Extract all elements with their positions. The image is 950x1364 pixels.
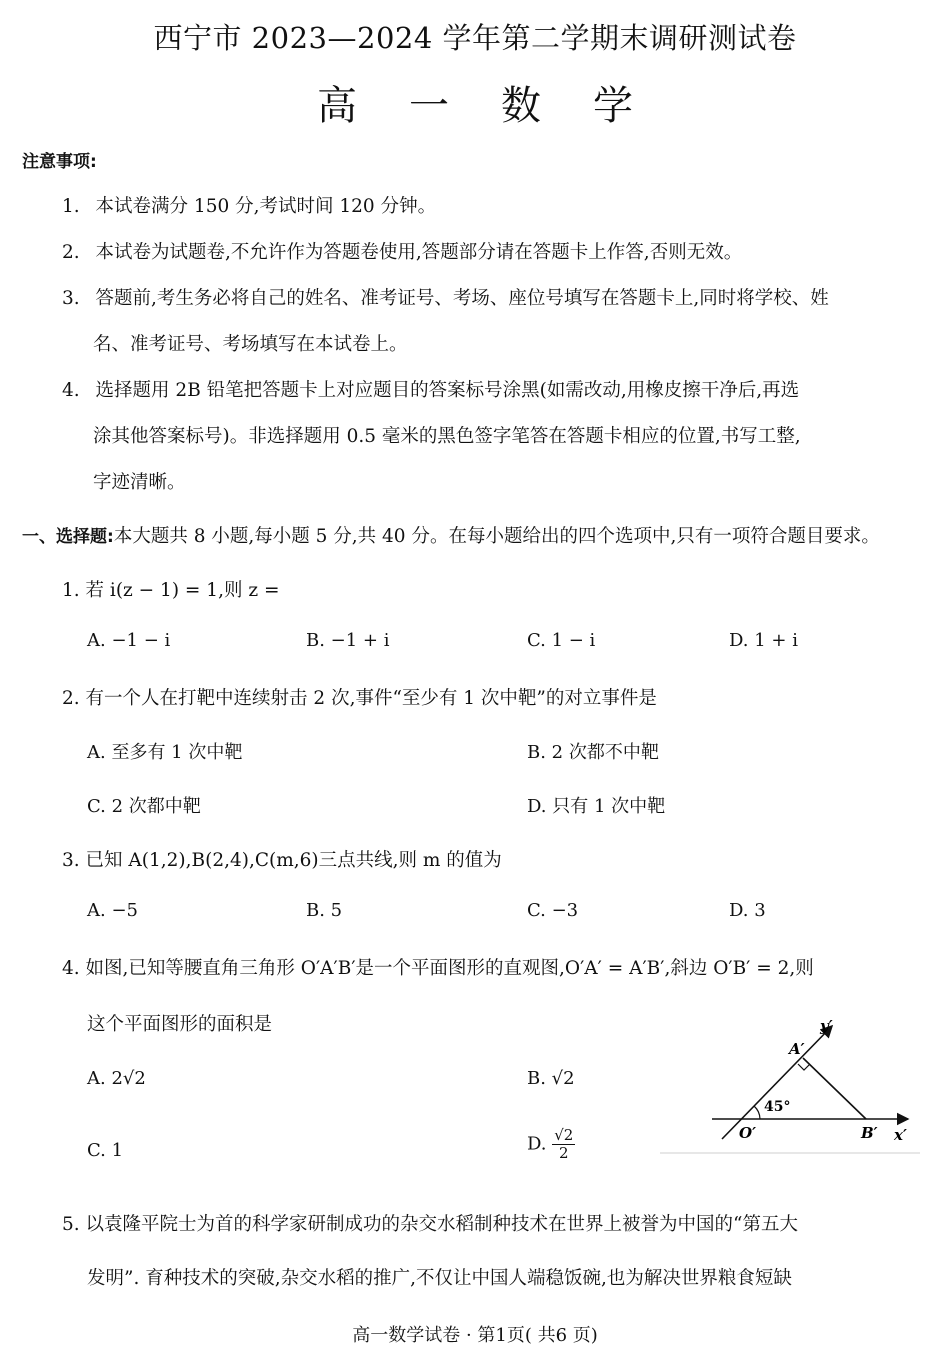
notice-item-text: 选择题用 2B 铅笔把答题卡上对应题目的答案标号涂黑(如需改动,用橡皮擦干净后,再选 (95, 380, 800, 401)
question-3-stem: 3. 已知 A(1,2),B(2,4),C(m,6)三点共线,则 m 的值为 (62, 850, 502, 871)
question-2-option-c: C. 2 次都中靶 (87, 796, 201, 817)
question-3-option-a: A. −5 (87, 900, 138, 921)
question-3-option-b: B. 5 (306, 900, 343, 921)
question-4-option-a: A. 2√2 (87, 1068, 146, 1089)
notice-item-1 (62, 192, 436, 218)
section-1-line (22, 522, 880, 548)
y-axis-line (722, 1026, 832, 1139)
exam-title: 西宁市 2023—2024 学年第二学期末调研测试卷 (153, 21, 797, 55)
notice-item-text: 本试卷为试题卷,不允许作为答题卷使用,答题部分请在答题卡上作答,否则无效。 (95, 242, 743, 263)
y-axis-label: y′ (820, 1017, 833, 1035)
notice-item-4-cont-2: 字迹清晰。 (93, 472, 186, 493)
question-2-option-d: D. 只有 1 次中靶 (527, 796, 666, 817)
angle-label: 45° (764, 1099, 791, 1115)
question-4-stem: 4. 如图,已知等腰直角三角形 O′A′B′是一个平面图形的直观图,O′A′ = A′B′,斜边 O′B′ = 2,则 (62, 958, 814, 979)
question-1-option-a: A. −1 − i (87, 630, 171, 651)
fraction-denominator: 2 (559, 1144, 569, 1162)
section-1-description: 本大题共 8 小题,每小题 5 分,共 40 分。在每小题给出的四个选项中,只有一项符合题目要求。 (113, 526, 880, 547)
point-b-label: B′ (861, 1124, 878, 1142)
notice-item-2 (62, 238, 742, 264)
notice-item-4 (62, 376, 799, 402)
option-d-label: D. (527, 1133, 547, 1155)
question-1-option-d: D. 1 + i (729, 630, 798, 651)
triangle-figure (660, 1012, 920, 1157)
question-1-stem: 1. 若 i(z − 1) = 1,则 z = (62, 580, 280, 601)
x-axis-label: x′ (894, 1126, 907, 1144)
question-3-option-d: D. 3 (729, 900, 766, 921)
subject-title: 高一数学 (317, 83, 685, 129)
angle-arc (754, 1106, 760, 1119)
question-5-stem: 5. 以袁隆平院士为首的科学家研制成功的杂交水稻制种技术在世界上被誉为中国的“第五大 (62, 1214, 798, 1235)
question-4-stem-cont: 这个平面图形的面积是 (87, 1014, 273, 1035)
fraction (552, 1127, 575, 1162)
fraction-numerator: √2 (554, 1126, 574, 1144)
question-2-option-a: A. 至多有 1 次中靶 (87, 742, 243, 763)
right-angle-mark (798, 1064, 810, 1070)
side-a-b (803, 1058, 866, 1119)
page-footer: 高一数学试卷 · 第1页( 共6 页) (352, 1325, 598, 1346)
point-a-label: A′ (789, 1040, 805, 1058)
point-o-label: O′ (739, 1124, 757, 1142)
notice-item-4-cont-1: 涂其他答案标号)。非选择题用 0.5 毫米的黑色签字笔答在答题卡相应的位置,书写工整, (93, 426, 801, 447)
question-4-option-b: B. √2 (527, 1068, 575, 1089)
notice-item-text: 答题前,考生务必将自己的姓名、准考证号、考场、座位号填写在答题卡上,同时将学校、姓 (95, 288, 829, 309)
notice-item-number: 2. (62, 242, 80, 263)
notice-item-text: 本试卷满分 150 分,考试时间 120 分钟。 (95, 196, 437, 217)
notice-heading: 注意事项: (22, 152, 97, 172)
notice-item-number: 1. (62, 196, 80, 217)
section-1-heading: 一、选择题: (22, 527, 114, 547)
question-2-option-b: B. 2 次都不中靶 (527, 742, 659, 763)
question-3-option-c: C. −3 (527, 900, 579, 921)
question-1-option-c: C. 1 − i (527, 630, 596, 651)
question-4-option-c: C. 1 (87, 1140, 124, 1161)
notice-item-3 (62, 284, 829, 310)
notice-item-number: 3. (62, 288, 80, 309)
notice-item-number: 4. (62, 380, 80, 401)
notice-item-3-cont: 名、准考证号、考场填写在本试卷上。 (93, 334, 408, 355)
question-1-option-b: B. −1 + i (306, 630, 390, 651)
question-5-stem-cont: 发明”. 育种技术的突破,杂交水稻的推广,不仅让中国人端稳饭碗,也为解决世界粮食短缺 (87, 1268, 792, 1289)
question-4-option-d (527, 1127, 575, 1162)
question-2-stem: 2. 有一个人在打靶中连续射击 2 次,事件“至少有 1 次中靶”的对立事件是 (62, 688, 657, 709)
